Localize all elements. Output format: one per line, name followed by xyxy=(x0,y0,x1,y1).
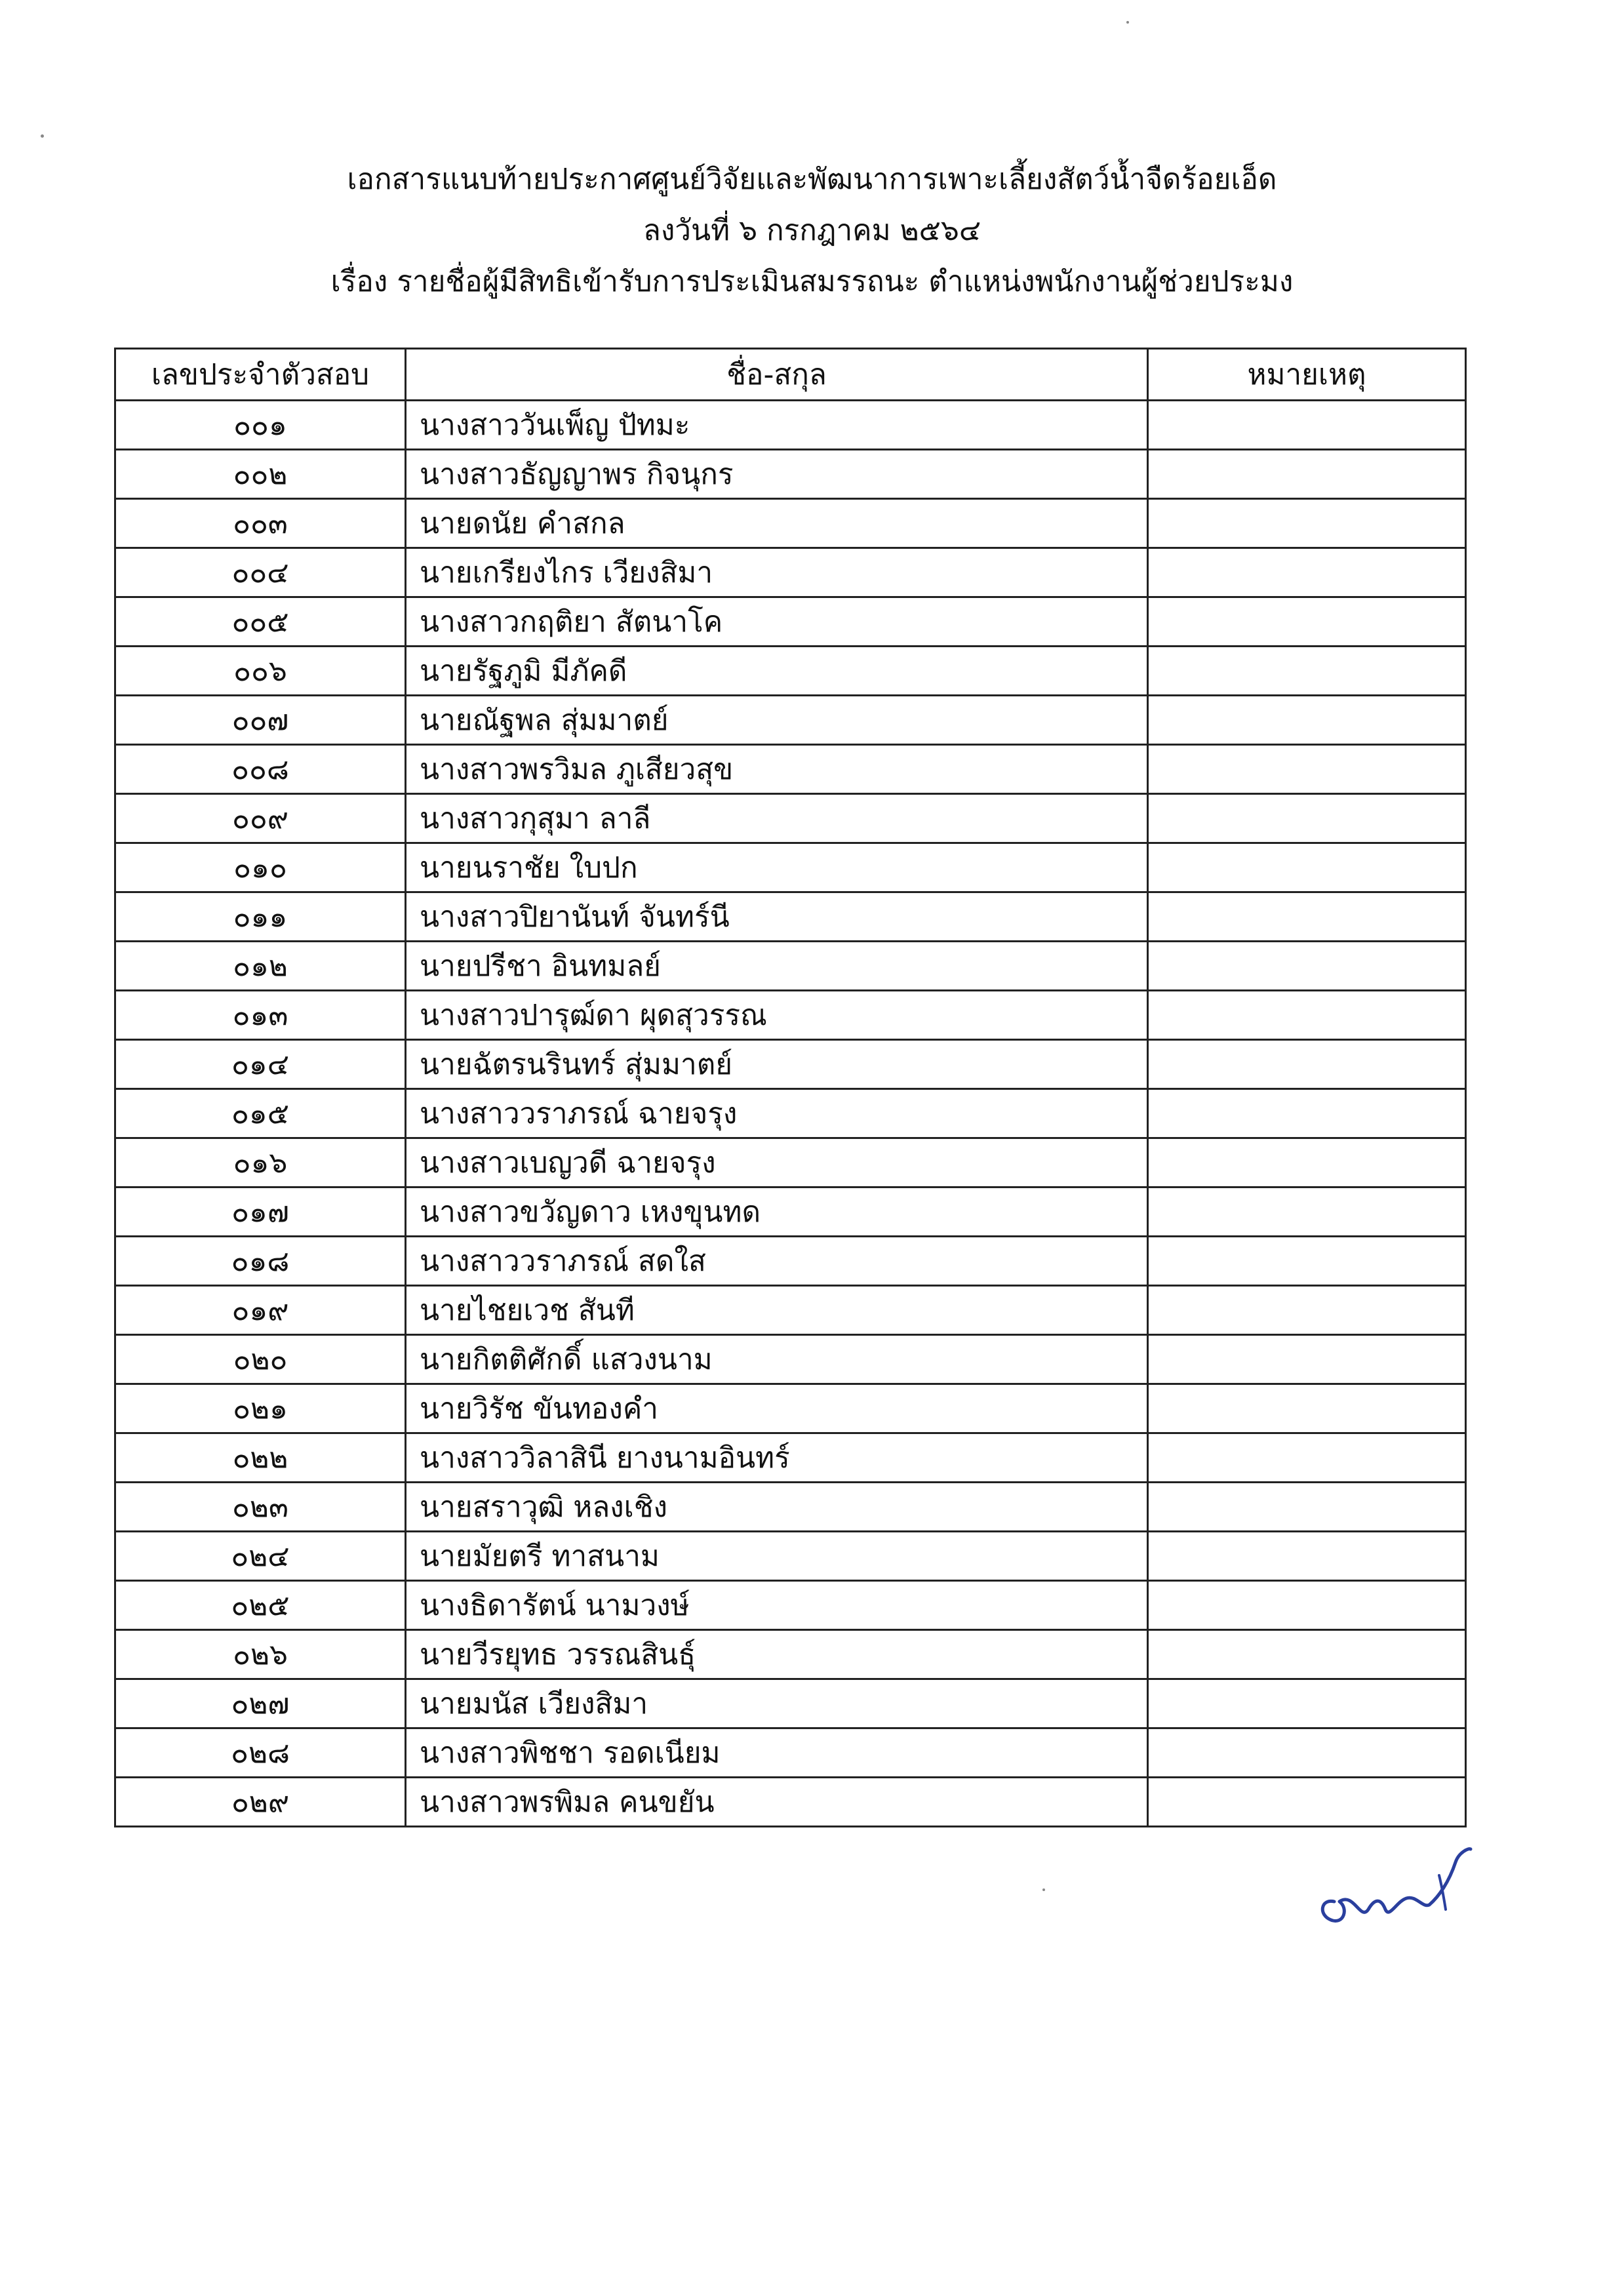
exam-id-cell: ๐๐๑ xyxy=(115,401,406,450)
scan-speck xyxy=(1042,1888,1045,1891)
exam-id-cell: ๐๑๑ xyxy=(115,892,406,942)
remark-cell xyxy=(1148,1089,1466,1138)
candidate-name-cell: นายมนัส เวียงสิมา xyxy=(406,1679,1148,1728)
remark-cell xyxy=(1148,499,1466,548)
remark-cell xyxy=(1148,1581,1466,1630)
table-row xyxy=(115,1630,1466,1679)
remark-cell xyxy=(1148,647,1466,696)
candidate-name-cell: นางสาวพิชชา รอดเนียม xyxy=(406,1728,1148,1778)
candidate-name-cell: นางสาวปารุฒ์ดา ผุดสุวรรณ xyxy=(406,991,1148,1040)
candidate-name-cell: นางสาวขวัญดาว เหงขุนทด xyxy=(406,1187,1148,1237)
candidate-name-cell: นางสาววันเพ็ญ ปัทมะ xyxy=(406,401,1148,450)
exam-id-cell: ๐๒๗ xyxy=(115,1679,406,1728)
remark-cell xyxy=(1148,401,1466,450)
table-row xyxy=(115,942,1466,991)
candidate-name-cell: นายณัฐพล สุ่มมาตย์ xyxy=(406,696,1148,745)
document-header xyxy=(0,154,1624,308)
exam-id-cell: ๐๒๑ xyxy=(115,1384,406,1433)
exam-id-cell: ๐๒๐ xyxy=(115,1335,406,1384)
table-row xyxy=(115,991,1466,1040)
candidate-table-container xyxy=(114,348,1465,1827)
remark-cell xyxy=(1148,1483,1466,1532)
candidate-name-cell: นางสาวกฤติยา สัตนาโค xyxy=(406,597,1148,647)
remark-cell xyxy=(1148,1286,1466,1335)
exam-id-cell: ๐๑๖ xyxy=(115,1138,406,1187)
table-row xyxy=(115,696,1466,745)
candidate-name-cell: นางสาวพรพิมล คนขยัน xyxy=(406,1778,1148,1827)
table-row xyxy=(115,1778,1466,1827)
table-body xyxy=(115,401,1466,1827)
signature-mark xyxy=(1308,1836,1478,1947)
candidate-name-cell: นายนราชัย ใบปก xyxy=(406,843,1148,892)
remark-cell xyxy=(1148,1335,1466,1384)
exam-id-cell: ๐๐๔ xyxy=(115,548,406,597)
exam-id-cell: ๐๒๙ xyxy=(115,1778,406,1827)
scan-speck xyxy=(1126,21,1129,24)
table-row xyxy=(115,1728,1466,1778)
candidate-name-cell: นายฉัตรนรินทร์ สุ่มมาตย์ xyxy=(406,1040,1148,1089)
remark-cell xyxy=(1148,745,1466,794)
exam-id-cell: ๐๐๗ xyxy=(115,696,406,745)
table-row xyxy=(115,1286,1466,1335)
candidate-name-cell: นางสาวเบญวดี ฉายจรุง xyxy=(406,1138,1148,1187)
table-row xyxy=(115,1532,1466,1581)
remark-cell xyxy=(1148,1778,1466,1827)
table-row xyxy=(115,1040,1466,1089)
exam-id-cell: ๐๐๕ xyxy=(115,597,406,647)
candidate-name-cell: นางธิดารัตน์ นามวงษ์ xyxy=(406,1581,1148,1630)
candidate-name-cell: นางสาวพรวิมล ภูเสียวสุข xyxy=(406,745,1148,794)
table-row xyxy=(115,843,1466,892)
remark-cell xyxy=(1148,696,1466,745)
column-header-name: ชื่อ-สกุล xyxy=(406,349,1148,401)
exam-id-cell: ๐๐๙ xyxy=(115,794,406,843)
remark-cell xyxy=(1148,892,1466,942)
remark-cell xyxy=(1148,1433,1466,1483)
exam-id-cell: ๐๒๕ xyxy=(115,1581,406,1630)
remark-cell xyxy=(1148,1384,1466,1433)
candidate-name-cell: นายวิรัช ขันทองคำ xyxy=(406,1384,1148,1433)
exam-id-cell: ๐๒๔ xyxy=(115,1532,406,1581)
table-row xyxy=(115,1335,1466,1384)
table-row xyxy=(115,1483,1466,1532)
table-row xyxy=(115,499,1466,548)
remark-cell xyxy=(1148,1187,1466,1237)
exam-id-cell: ๐๑๕ xyxy=(115,1089,406,1138)
table-row xyxy=(115,597,1466,647)
exam-id-cell: ๐๒๓ xyxy=(115,1483,406,1532)
exam-id-cell: ๐๑๙ xyxy=(115,1286,406,1335)
table-row xyxy=(115,1089,1466,1138)
candidate-name-cell: นางสาวปิยานันท์ จันทร์นี xyxy=(406,892,1148,942)
exam-id-cell: ๐๐๘ xyxy=(115,745,406,794)
candidate-name-cell: นางสาวธัญญาพร กิจนุกร xyxy=(406,450,1148,499)
table-row xyxy=(115,1581,1466,1630)
remark-cell xyxy=(1148,597,1466,647)
candidate-name-cell: นายมัยตรี ทาสนาม xyxy=(406,1532,1148,1581)
table-row xyxy=(115,1187,1466,1237)
table-row xyxy=(115,401,1466,450)
table-row xyxy=(115,1433,1466,1483)
remark-cell xyxy=(1148,794,1466,843)
table-row xyxy=(115,745,1466,794)
candidate-name-cell: นางสาวกุสุมา ลาลี xyxy=(406,794,1148,843)
remark-cell xyxy=(1148,548,1466,597)
exam-id-cell: ๐๑๓ xyxy=(115,991,406,1040)
remark-cell xyxy=(1148,1679,1466,1728)
column-header-id: เลขประจำตัวสอบ xyxy=(115,349,406,401)
remark-cell xyxy=(1148,991,1466,1040)
table-row xyxy=(115,892,1466,942)
exam-id-cell: ๐๑๗ xyxy=(115,1187,406,1237)
exam-id-cell: ๐๒๖ xyxy=(115,1630,406,1679)
table-row xyxy=(115,794,1466,843)
table-row xyxy=(115,1679,1466,1728)
exam-id-cell: ๐๐๖ xyxy=(115,647,406,696)
remark-cell xyxy=(1148,1728,1466,1778)
candidate-name-cell: นายกิตติศักดิ์ แสวงนาม xyxy=(406,1335,1148,1384)
candidate-name-cell: นางสาววราภรณ์ สดใส xyxy=(406,1237,1148,1286)
column-header-remark: หมายเหตุ xyxy=(1148,349,1466,401)
exam-id-cell: ๐๑๘ xyxy=(115,1237,406,1286)
candidate-name-cell: นายรัฐภูมิ มีภัคดี xyxy=(406,647,1148,696)
candidate-table xyxy=(114,348,1467,1827)
scan-speck xyxy=(41,134,44,138)
remark-cell xyxy=(1148,1532,1466,1581)
exam-id-cell: ๐๑๐ xyxy=(115,843,406,892)
candidate-name-cell: นายดนัย คำสกล xyxy=(406,499,1148,548)
candidate-name-cell: นายวีรยุทธ วรรณสินธุ์ xyxy=(406,1630,1148,1679)
table-row xyxy=(115,548,1466,597)
table-row xyxy=(115,647,1466,696)
header-subject: เรื่อง รายชื่อผู้มีสิทธิเข้ารับการประเมินสมรรถนะ ตำแหน่งพนักงานผู้ช่วยประมง xyxy=(330,265,1294,298)
table-row xyxy=(115,1138,1466,1187)
remark-cell xyxy=(1148,942,1466,991)
remark-cell xyxy=(1148,843,1466,892)
candidate-name-cell: นายสราวุฒิ หลงเชิง xyxy=(406,1483,1148,1532)
exam-id-cell: ๐๑๔ xyxy=(115,1040,406,1089)
exam-id-cell: ๐๐๒ xyxy=(115,450,406,499)
exam-id-cell: ๐๐๓ xyxy=(115,499,406,548)
remark-cell xyxy=(1148,450,1466,499)
table-row xyxy=(115,1384,1466,1433)
remark-cell xyxy=(1148,1237,1466,1286)
remark-cell xyxy=(1148,1630,1466,1679)
candidate-name-cell: นางสาววราภรณ์ ฉายจรุง xyxy=(406,1089,1148,1138)
exam-id-cell: ๐๑๒ xyxy=(115,942,406,991)
table-header-row xyxy=(115,349,1466,401)
candidate-name-cell: นายไชยเวช สันที xyxy=(406,1286,1148,1335)
exam-id-cell: ๐๒๘ xyxy=(115,1728,406,1778)
table-row xyxy=(115,450,1466,499)
header-title: เอกสารแนบท้ายประกาศศูนย์วิจัยและพัฒนาการเพาะเลี้ยงสัตว์น้ำจืดร้อยเอ็ด xyxy=(347,163,1277,196)
header-date: ลงวันที่ ๖ กรกฎาคม ๒๕๖๔ xyxy=(643,214,981,247)
exam-id-cell: ๐๒๒ xyxy=(115,1433,406,1483)
table-row xyxy=(115,1237,1466,1286)
candidate-name-cell: นายเกรียงไกร เวียงสิมา xyxy=(406,548,1148,597)
candidate-name-cell: นางสาววิลาสินี ยางนามอินทร์ xyxy=(406,1433,1148,1483)
candidate-name-cell: นายปรีชา อินทมลย์ xyxy=(406,942,1148,991)
remark-cell xyxy=(1148,1040,1466,1089)
remark-cell xyxy=(1148,1138,1466,1187)
